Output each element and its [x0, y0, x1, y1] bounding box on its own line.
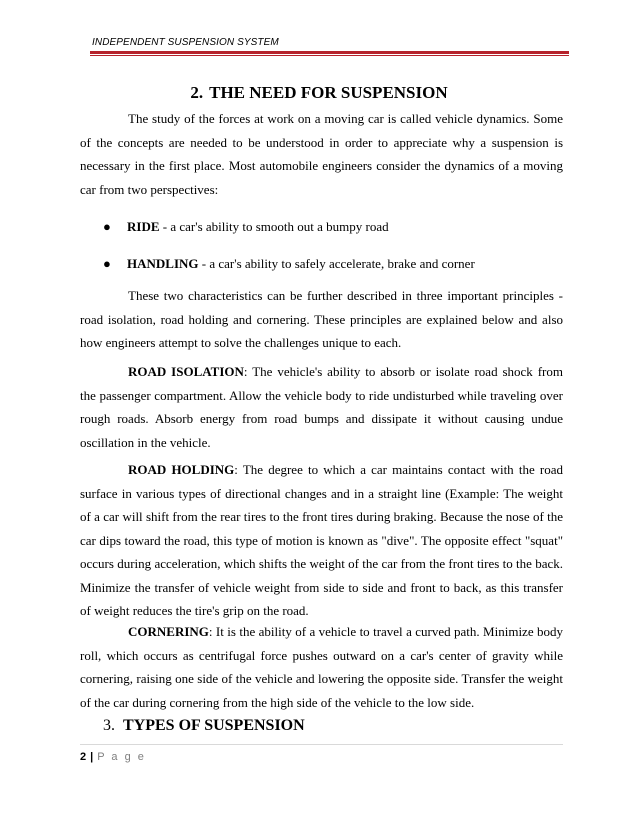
page-footer — [80, 751, 146, 763]
next-section-heading — [103, 717, 305, 735]
road-holding-paragraph — [80, 458, 563, 623]
bullet-ride — [103, 218, 563, 236]
bullet-handling — [103, 255, 563, 273]
principles-intro-paragraph — [80, 284, 563, 355]
bullet-text: - a car's ability to safely accelerate, brake and corner — [198, 256, 475, 271]
bullet-dot: ● — [103, 219, 111, 234]
page-number: 2 — [80, 751, 87, 763]
bullet-text: - a car's ability to smooth out a bumpy road — [159, 219, 389, 234]
intro-paragraph — [80, 107, 563, 201]
section-number: 2. — [190, 83, 204, 102]
cornering-paragraph — [80, 620, 563, 714]
road-isolation-paragraph — [80, 360, 563, 454]
next-section-number: 3. — [103, 717, 115, 734]
footer-rule — [80, 744, 563, 745]
section-heading — [0, 83, 638, 103]
page-label: P a g e — [97, 751, 146, 763]
bullet-dot: ● — [103, 256, 111, 271]
principle-text: : It is the ability of a vehicle to travel a curved path. Minimize body roll, which occurs as centrifugal force pushes outward on a car's center of gravity while cornering, raising one side of the vehicle and lowering the opposite side. Transfer the weight of the car during cornering from the high side of the vehicle to the low side. — [80, 624, 563, 710]
bullet-term: RIDE — [127, 219, 160, 234]
footer-separator: | — [90, 751, 94, 763]
next-section-title: TYPES OF SUSPENSION — [123, 717, 305, 734]
intro-text: The study of the forces at work on a moving car is called vehicle dynamics. Some of the concepts are needed to be understood in order to appreciate why a suspension is necessary in the first place. Most automobile engineers consider the dynamics of a moving car from two perspectives: — [80, 111, 563, 197]
header-rule — [90, 51, 569, 54]
header-rule-thin — [90, 55, 569, 56]
principle-term: ROAD HOLDING — [128, 462, 235, 477]
bullet-term: HANDLING — [127, 256, 199, 271]
running-header: INDEPENDENT SUSPENSION SYSTEM — [92, 37, 279, 48]
principle-text: : The vehicle's ability to absorb or isolate road shock from the passenger compartment. Allow the vehicle body to ride undisturbed while traveling over rough roads. Absorb energy from road bumps and dissipate it without causing undue oscillation in the vehicle. — [80, 364, 563, 450]
principles-intro-text: These two characteristics can be further described in three important principles - road isolation, road holding and cornering. These principles are explained below and also how engineers attempt to solve the challenges unique to each. — [80, 288, 563, 350]
section-title: THE NEED FOR SUSPENSION — [209, 83, 448, 102]
principle-term: CORNERING — [128, 624, 209, 639]
principle-term: ROAD ISOLATION — [128, 364, 244, 379]
principle-text: : The degree to which a car maintains contact with the road surface in various types of directional changes and in a straight line (Example: The weight of a car will shift from the rear tires to the front tires during braking. Because the nose of the car dips toward the road, this type of motion is known as "dive". The opposite effect "squat" occurs during acceleration, which shifts the weight of the car from the front tires to the back. Minimize the transfer of vehicle weight from side to side and front to back, as this transfer of weight reduces the tire's grip on the road. — [80, 462, 563, 618]
